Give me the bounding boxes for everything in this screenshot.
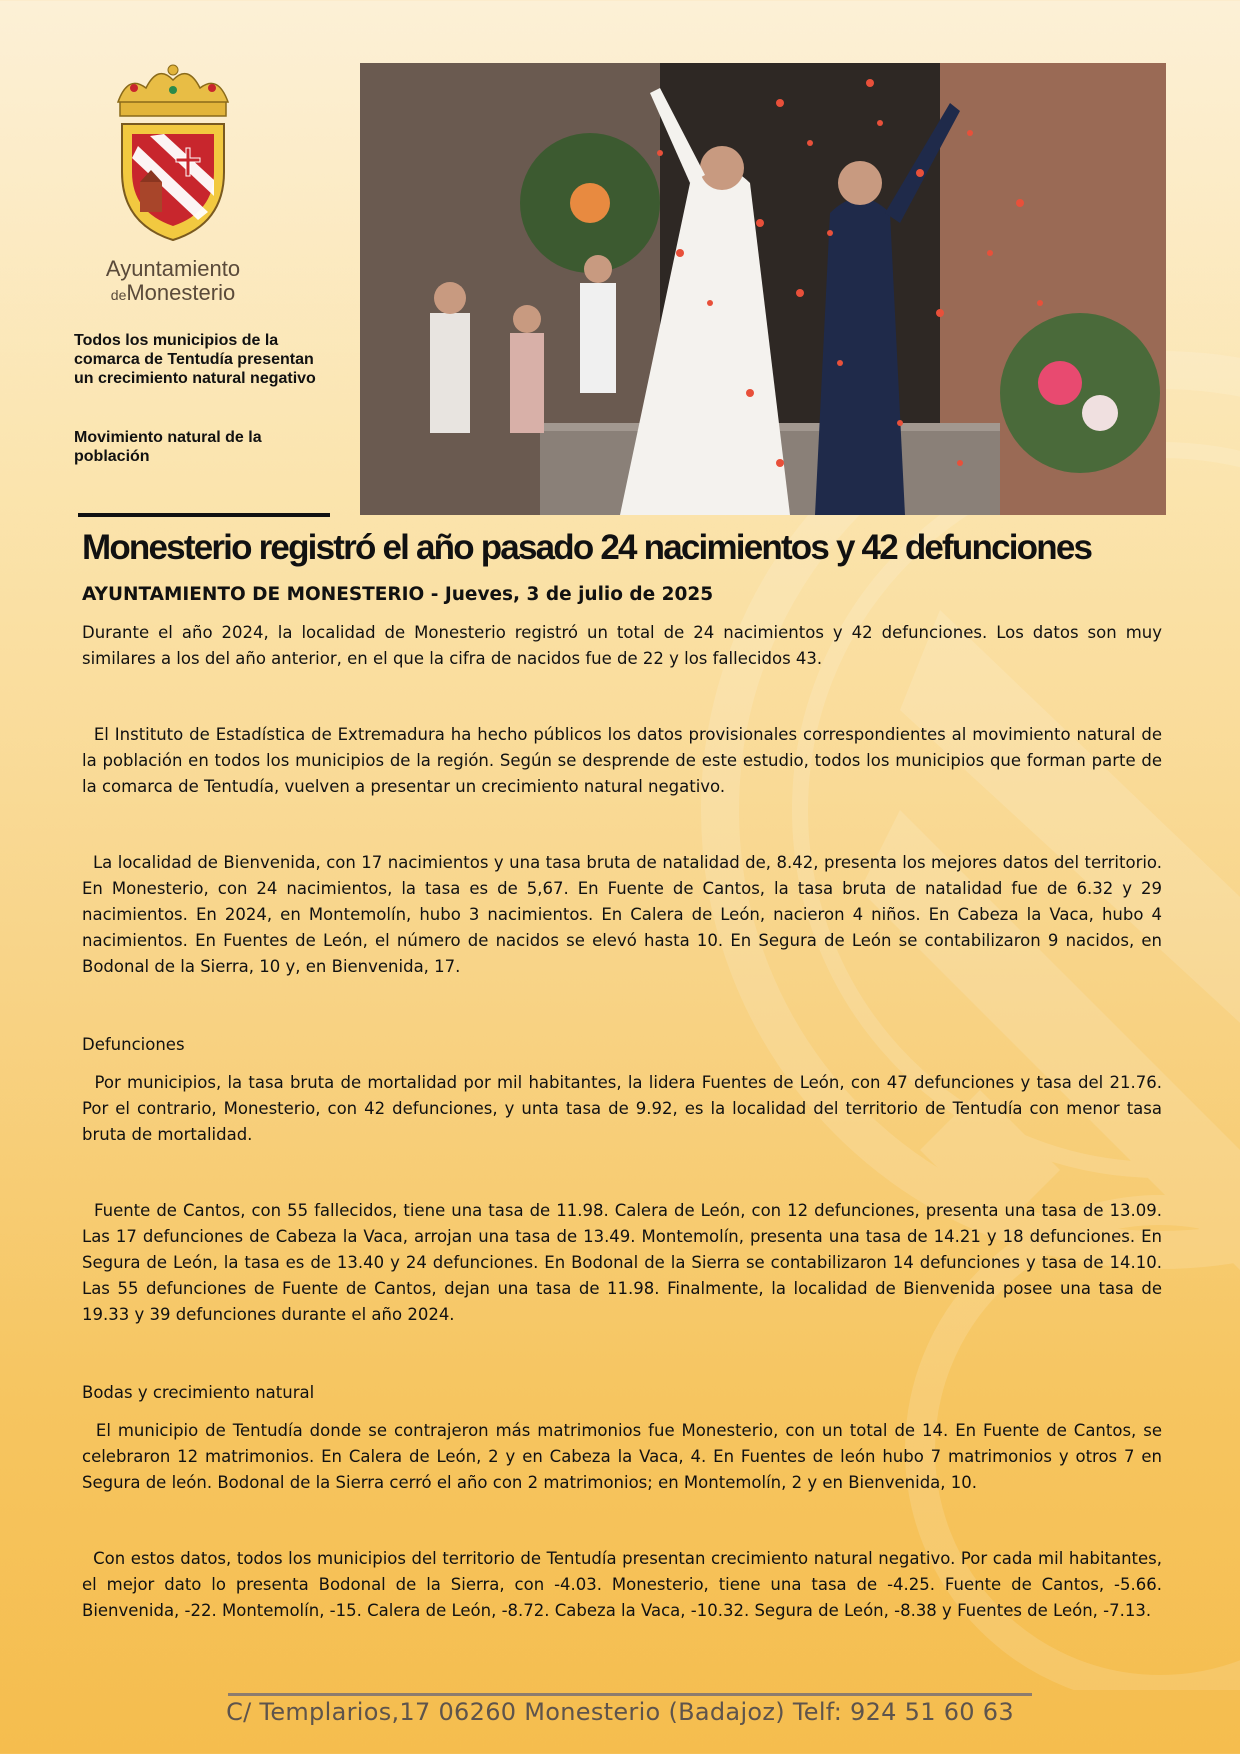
article-paragraph-1: Durante el año 2024, la localidad de Monesterio registró un total de 24 nacimientos y 42 defunciones. Los datos son muy similares a los del año anterior, en el que la cifra de nacidos fue de 22 y los fallecidos 43. xyxy=(82,623,1162,668)
article-paragraph-3 xyxy=(82,850,1162,980)
article-paragraph-2-text: El Instituto de Estadística de Extremadura ha hecho públicos los datos provisionales correspondientes al movimiento natural de la población en todos los municipios de la región. Según se desprende de este estudio, todos los municipios que forman parte de la comarca de Tentudía, vuelven a presentar un crecimiento natural negativo. xyxy=(82,725,1162,796)
ayuntamiento-logo xyxy=(98,62,248,305)
wedding-photo xyxy=(360,63,1166,515)
footer-divider xyxy=(228,1693,1032,1696)
logo-title-line1: Ayuntamiento xyxy=(105,256,241,281)
section-heading-bodas: Bodas y crecimiento natural xyxy=(82,1383,315,1402)
section-heading-defunciones: Defunciones xyxy=(82,1035,185,1054)
article-paragraph-4 xyxy=(82,1070,1162,1148)
logo-title-line2 xyxy=(98,280,248,306)
article-paragraph-3-text: La localidad de Bienvenida, con 17 nacimientos y una tasa bruta de natalidad de, 8.42, presenta los mejores datos del territorio. En Monesterio, con 24 nacimientos, la tasa es de 5,67. En Fuente de Cantos, la tasa bruta de natalidad fue de 6.32 y 29 nacimientos. En 2024, en Montemolín, hubo 3 nacimientos. En Calera de León, nacieron 4 niños. En Cabeza la Vaca, hubo 4 nacimientos. En Fuentes de León, el número de nacidos se elevó hasta 10. En Segura de León se contabilizaron 9 nacidos, en Bodonal de la Sierra, 10 y, en Bienvenida, 17. xyxy=(82,853,1162,976)
article-paragraph-6-text: El municipio de Tentudía donde se contrajeron más matrimonios fue Monesterio, con un total de 14. En Fuente de Cantos, se celebraron 12 matrimonios. En Calera de León, 2 y en Cabeza la Vaca, 4. En Fuentes de león hubo 7 matrimonios y otros 7 en Segura de león. Bodonal de la Sierra cerró el año con 2 matrimonios; en Montemolín, 2 y en Bienvenida, 10. xyxy=(82,1421,1162,1492)
article-paragraph-4-text: Por municipios, la tasa bruta de mortalidad por mil habitantes, la lidera Fuentes de León, con 47 defunciones y tasa del 21.76. Por el contrario, Monesterio, con 42 defunciones, y unta tasa de 9.92, es la localidad del territorio de Tentudía con menor tasa bruta de mortalidad. xyxy=(82,1073,1162,1144)
section-label: Movimiento natural de la población xyxy=(74,429,262,465)
monesterio-coat-of-arms-icon xyxy=(98,62,248,252)
article-paragraph-7-text: Con estos datos, todos los municipios del territorio de Tentudía presentan crecimiento natural negativo. Por cada mil habitantes, el mejor dato lo presenta Bodonal de la Sierra, con -4.03. Monesterio, tiene una tasa de -4.25. Fuente de Cantos, -5.66. Bienvenida, -22. Montemolín, -15. Calera de León, -8.72. Cabeza la Vaca, -10.32. Segura de León, -8.38 y Fuentes de León, -7.13. xyxy=(82,1549,1162,1620)
logo-title-prefix: de xyxy=(110,287,127,303)
article-paragraph-5 xyxy=(82,1198,1162,1328)
article-headline: Monesterio registró el año pasado 24 nacimientos y 42 defunciones xyxy=(82,528,1092,567)
article-byline: AYUNTAMIENTO DE MONESTERIO - Jueves, 3 de julio de 2025 xyxy=(82,584,714,605)
article-body xyxy=(82,620,1162,1624)
logo-title-main: Monesterio xyxy=(126,280,236,305)
article-subtitle: Todos los municipios de la comarca de Tentudía presentan un crecimiento natural negativo xyxy=(74,332,316,387)
article-paragraph-6 xyxy=(82,1418,1162,1496)
wedding-confetti-photo-icon xyxy=(360,63,1166,515)
footer-address: C/ Templarios,17 06260 Monesterio (Badajoz) Telf: 924 51 60 63 xyxy=(226,1698,1014,1726)
article-paragraph-2 xyxy=(82,722,1162,800)
article-paragraph-5-text: Fuente de Cantos, con 55 fallecidos, tiene una tasa de 11.98. Calera de León, con 12 defunciones, presenta una tasa de 13.09. Las 17 defunciones de Cabeza la Vaca, arrojan una tasa de 13.49. Montemolín, presenta una tasa de 14.21 y 18 defunciones. En Segura de León, la tasa es de 13.40 y 24 defunciones. En Bodonal de la Sierra se contabilizaron 14 defunciones y tasa de 14.10. Las 55 defunciones de Fuente de Cantos, dejan una tasa de 11.98. Finalmente, la localidad de Bienvenida posee una tasa de 19.33 y 39 defunciones durante el año 2024. xyxy=(82,1201,1162,1324)
article-paragraph-7 xyxy=(82,1546,1162,1624)
separator-line xyxy=(78,513,330,517)
